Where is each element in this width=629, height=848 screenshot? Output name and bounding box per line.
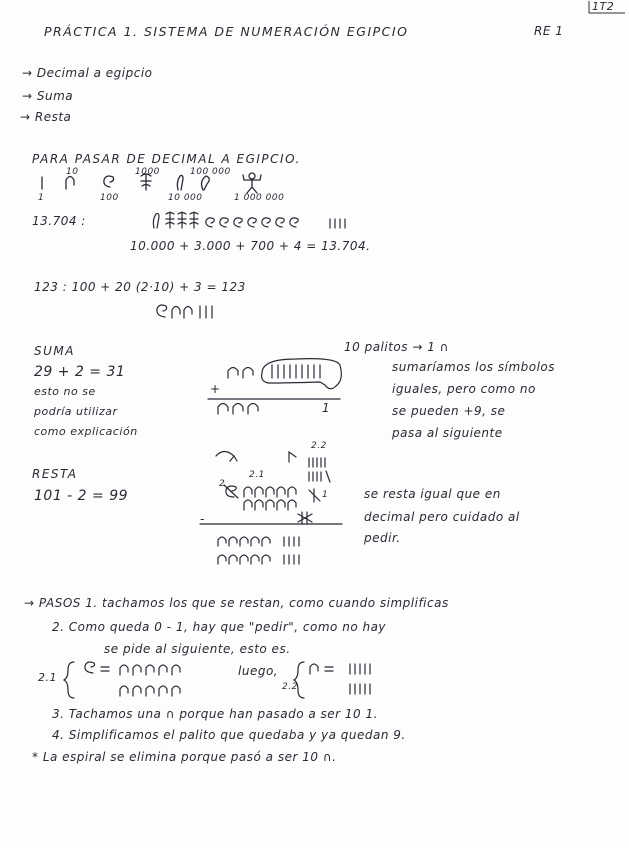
symbol-value-1: 1 xyxy=(38,193,45,203)
suma-note-line: podría utilizar xyxy=(34,405,118,418)
title-suffix: RE 1 xyxy=(534,24,564,38)
suma-rule: 10 palitos → 1 ∩ xyxy=(344,340,449,354)
resta-heading: RESTA xyxy=(32,467,78,481)
pasos-step-4: 4. Simplificamos el palito que quedaba y ya quedan 9. xyxy=(52,728,406,742)
page-number: 1T2 xyxy=(592,0,615,13)
suma-note-line: como explicación xyxy=(34,425,138,438)
symbol-value-100: 100 xyxy=(100,193,119,203)
example2-line: 123 : 100 + 20 (2·10) + 3 = 123 xyxy=(34,280,246,294)
pasos-line-1: → PASOS 1. tachamos los que se restan, como cuando simplificas xyxy=(24,596,449,610)
resta-explanation-line: se resta igual que en xyxy=(364,487,501,501)
resta-label-2: 2 xyxy=(219,479,226,489)
suma-heading: SUMA xyxy=(34,344,75,358)
intro-item: → Suma xyxy=(22,89,74,103)
resta-equation: 101 - 2 = 99 xyxy=(34,488,129,504)
suma-explanation-line: pasa al siguiente xyxy=(392,426,503,440)
pasos-step-3: 3. Tachamos una ∩ porque han pasado a ser 10 1. xyxy=(52,707,378,721)
resta-label-1: 1 xyxy=(322,490,329,500)
suma-note-line: esto no se xyxy=(34,385,96,398)
intro-item: → Decimal a egipcio xyxy=(22,66,153,80)
suma-explanation-line: se pueden +9, se xyxy=(392,404,506,418)
pasos-label-21: 2.1 xyxy=(38,671,57,684)
intro-item: → Resta xyxy=(20,110,72,124)
resta-label-21: 2.1 xyxy=(249,470,265,480)
resta-explanation-line: pedir. xyxy=(364,531,401,545)
pasos-star-note: * La espiral se elimina porque pasó a ser 10 ∩. xyxy=(32,750,337,764)
example1-number: 13.704 : xyxy=(32,214,86,228)
resta-explanation-line: decimal pero cuidado al xyxy=(364,510,520,524)
resta-minus-sign: - xyxy=(200,512,205,526)
suma-plus-sign: + xyxy=(210,382,221,396)
resta-label-22: 2.2 xyxy=(311,441,327,451)
page-title: PRÁCTICA 1. SISTEMA DE NUMERACIÓN EGIPCIO xyxy=(44,24,409,39)
pasos-luego: luego, xyxy=(238,664,279,678)
pasos-label-22: 2.2 xyxy=(282,682,298,692)
suma-result-one: 1 xyxy=(322,401,331,415)
pasos-line-2: 2. Como queda 0 - 1, hay que "pedir", como no hay xyxy=(52,620,387,634)
symbol-value-10: 10 xyxy=(66,167,79,177)
suma-explanation-line: sumaríamos los símbolos xyxy=(392,360,556,374)
suma-equation: 29 + 2 = 31 xyxy=(34,364,126,380)
pasos-line-3: se pide al siguiente, esto es. xyxy=(104,642,291,656)
symbol-value-100000: 100 000 xyxy=(190,167,231,177)
conversion-heading: PARA PASAR DE DECIMAL A EGIPCIO. xyxy=(32,152,301,166)
symbol-value-10000: 10 000 xyxy=(168,193,203,203)
symbol-value-1000: 1000 xyxy=(135,167,160,177)
suma-explanation-line: iguales, pero como no xyxy=(392,382,536,396)
example1-sum: 10.000 + 3.000 + 700 + 4 = 13.704. xyxy=(130,239,371,253)
symbol-value-1000000: 1 000 000 xyxy=(234,193,285,203)
